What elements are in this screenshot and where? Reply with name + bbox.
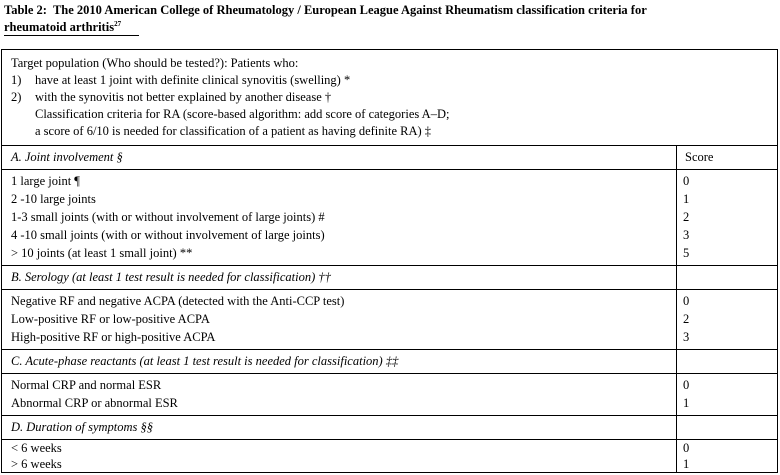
criteria-table [1, 49, 778, 473]
criterion-score: 1 [683, 457, 690, 471]
criterion-score: 0 [683, 294, 690, 308]
intro-line: Target population (Who should be tested?): Patients who: [11, 56, 299, 70]
criterion-label: < 6 weeks [11, 441, 62, 455]
criterion-score: 2 [683, 312, 690, 326]
criterion-label: 2 -10 large joints [11, 192, 96, 206]
section-rule [2, 415, 777, 416]
criterion-score: 3 [683, 330, 690, 344]
criterion-score: 1 [683, 192, 690, 206]
score-column-divider [676, 145, 677, 472]
criterion-label: 1-3 small joints (with or without involvement of large joints) # [11, 210, 325, 224]
intro-criteria-line: Classification criteria for RA (score-based algorithm: add score of categories A–D; [35, 107, 450, 121]
intro-score-line: a score of 6/10 is needed for classification of a patient as having definite RA) ‡ [35, 124, 432, 138]
criterion-label: Abnormal CRP or abnormal ESR [11, 396, 178, 410]
criterion-label: Negative RF and negative ACPA (detected with the Anti-CCP test) [11, 294, 345, 308]
criterion-score: 2 [683, 210, 690, 224]
criterion-label: Low-positive RF or low-positive ACPA [11, 312, 210, 326]
section-title-duration-of-symptoms: D. Duration of symptoms §§ [11, 420, 154, 434]
caption-line1: The 2010 American College of Rheumatology / European League Against Rheumatism classification criteria for [52, 3, 647, 17]
section-rule [2, 289, 777, 290]
section-rule [2, 349, 777, 350]
score-column-header: Score [685, 150, 714, 164]
criterion-label: 1 large joint ¶ [11, 174, 80, 188]
criterion-score: 1 [683, 396, 690, 410]
criterion-label: High-positive RF or high-positive ACPA [11, 330, 216, 344]
section-title-acute-phase-reactants: C. Acute-phase reactants (at least 1 test result is needed for classification) ‡‡ [11, 354, 399, 368]
section-title-serology: B. Serology (at least 1 test result is needed for classification) †† [11, 270, 331, 284]
criterion-label: Normal CRP and normal ESR [11, 378, 162, 392]
criterion-label: > 6 weeks [11, 457, 62, 471]
intro-item-1: have at least 1 joint with definite clinical synovitis (swelling) * [35, 73, 351, 87]
section-rule [2, 145, 777, 146]
intro-item-1-number: 1) [11, 73, 22, 87]
criterion-score: 0 [683, 174, 690, 188]
criterion-score: 3 [683, 228, 690, 242]
intro-item-2: with the synovitis not better explained by another disease † [35, 90, 332, 104]
section-rule [2, 169, 777, 170]
caption-underline [4, 35, 139, 36]
criterion-label: > 10 joints (at least 1 small joint) ** [11, 246, 193, 260]
table-caption [4, 2, 776, 36]
section-rule [2, 265, 777, 266]
section-rule [2, 373, 777, 374]
caption-reference: 27 [114, 19, 122, 28]
criterion-label: 4 -10 small joints (with or without involvement of large joints) [11, 228, 325, 242]
intro-item-2-number: 2) [11, 90, 22, 104]
criterion-score: 0 [683, 378, 690, 392]
caption-line2: rheumatoid arthritis [4, 20, 115, 34]
criterion-score: 0 [683, 441, 690, 455]
section-rule [2, 439, 777, 440]
caption-label: Table 2: [4, 3, 47, 17]
criterion-score: 5 [683, 246, 690, 260]
section-title-joint-involvement: A. Joint involvement § [11, 150, 123, 164]
